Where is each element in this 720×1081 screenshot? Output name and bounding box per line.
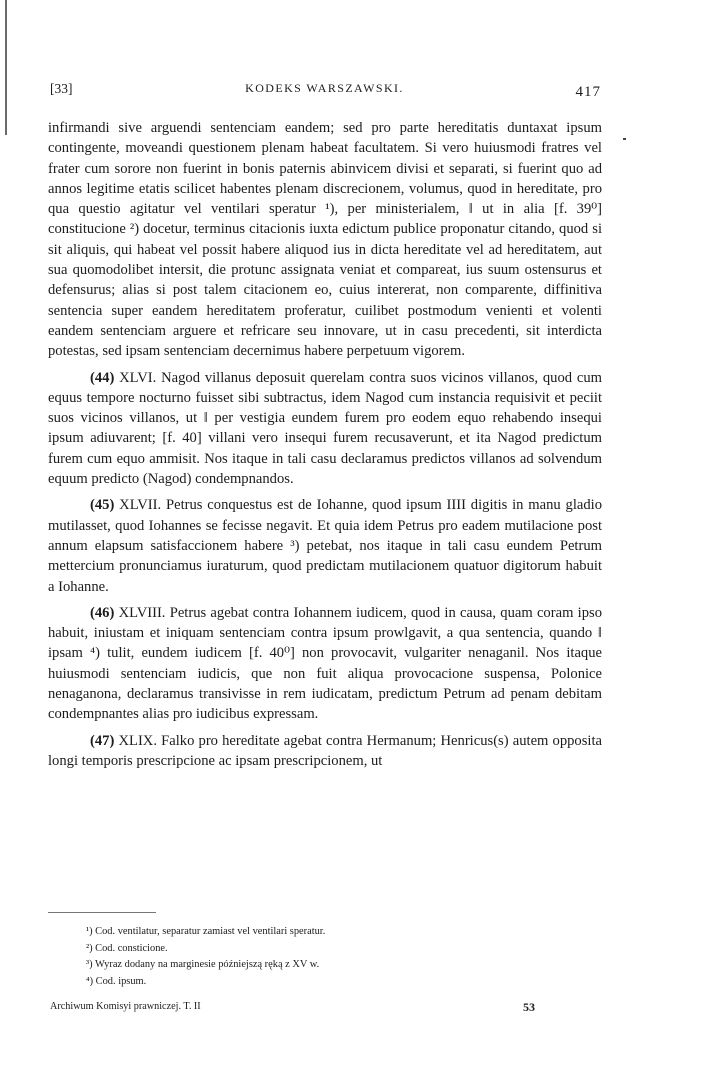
paragraph-text: XLVII. Petrus conquestus est de Iohanne, quod ipsum IIII digitis in manu gladio mutilasset, quod Iohannes se fecisse negavit. Et quia idem Petrus pro eadem mutilacione post annum elapsum satisfaccionem habere ³) petebat, nos itaque in tali casu eundem Petrum mettercium pronunciamus iuraturum, quod predictam mutilacionem quatuor digitorum habuit a Iohanne. [48,497,602,595]
paragraph-text: XLIX. Falko pro hereditate agebat contra Hermanum; Henricus(s) autem opposita longi temporis prescripcione ac ipsam prescripcionem, ut [48,732,602,769]
paragraph-number: (46) [90,604,115,621]
signature-line: Archiwum Komisyi prawniczej. T. II [50,1001,201,1012]
paragraph-number: (47) [90,732,115,749]
body-text [48,118,602,771]
page-spine-edge [5,0,7,135]
page-footer [48,1000,602,1016]
footnote-separator [48,912,156,913]
page-number: 417 [575,84,601,100]
paragraph-45 [48,495,602,596]
paragraph-number: (44) [90,369,115,386]
running-title: KODEKS WARSZAWSKI. [245,81,404,95]
footnote-1: ¹) Cod. ventilatur, separatur zamiast vel ventilari speratur. [86,926,326,937]
footnote-2: ²) Cod. consticione. [86,942,168,954]
sheet-number: 53 [523,1000,535,1014]
running-header [48,78,601,102]
paragraph-number: (45) [90,497,115,514]
section-number: [33] [50,81,73,96]
paragraph-continuation [48,118,602,362]
margin-mark [623,138,626,140]
paragraph-47 [48,731,602,772]
paragraph-46 [48,603,602,725]
paragraph-text: XLVIII. Petrus agebat contra Iohannem iudicem, quod in causa, quam coram ipso habuit, iniustam et iniquam sentenciam contra ipsum prowlgavit, a qua sentencia, quando ‖ ipsam ⁴) tulit, eundem iudicem [f. 40⁰] non provocavit, vulgariter nenaganil. Nos itaque huiusmodi sentenciam iudicis, que non fuit aliqua provocacione suspensa, Polonice nenaganona, declaramus transivisse in rem iudicatam, predictum Petrum ad penam debitam condempnantes alias pro iudicibus expressam. [48,604,602,723]
paragraph-44 [48,368,602,490]
paragraph-text: infirmandi sive arguendi sentenciam eandem; sed pro parte hereditatis duntaxat ipsum contingente, moveandi questionem plenam habeat facultatem. Si vero huiusmodi fratres vel frater cum sorore non fuerint in bonis paternis abinvicem divisi et separati, si fuerint quo ad annos legitime etatis scilicet habentes plenam discrecionem, volumus, quod in hereditate, pro qua questio agitatur vel ventilari speratur ¹), per ministerialem, ‖ ut in alia [f. 39⁰] constitucione ²) docetur, terminus citacionis iuxta edictum publice proponatur citando, quod si sit aliquis, qui habeat vel possit habere aliquod ius in dicta hereditate vel ad hereditatem, aut sua quomodolibet intersit, die protunc assignata veniat et compareat, ius suum ostensurus et defensurus; alias si post talem citacionem eo, cuius intererat, non comparente, diffinitiva sentencia super eandem hereditatem proferatur, cuilibet postmodum venienti et volenti eandem sentenciam arguere et refricare seu innovare, ut in casu precedenti, sit interdicta potestas, sed ipsam sentenciam decernimus habere perpetuum vigorem. [48,120,602,360]
paragraph-text: XLVI. Nagod villanus deposuit querelam contra suos vicinos villanos, quod cum equus tempore nocturno fuisset sibi subtractus, idem Nagod cum instancia requisivit et peciit suos vicinos villanos, ut ‖ per vestigia eundem furem pro eodem equo rehabendo insequi ipsum adiuvarent; [f. 40] villani vero insequi furem recusaverunt, et ita Nagod predictum furem cum equo ammisit. Nos itaque in tali casu declaramus predictos villanos ad solvendum equum predicto (Nagod) condempnandos. [48,369,602,488]
footnotes [86,924,606,990]
footnote-4: ⁴) Cod. ipsum. [86,975,147,987]
footnote-3: ³) Wyraz dodany na marginesie późniejszą ręką z XV w. [86,959,320,971]
